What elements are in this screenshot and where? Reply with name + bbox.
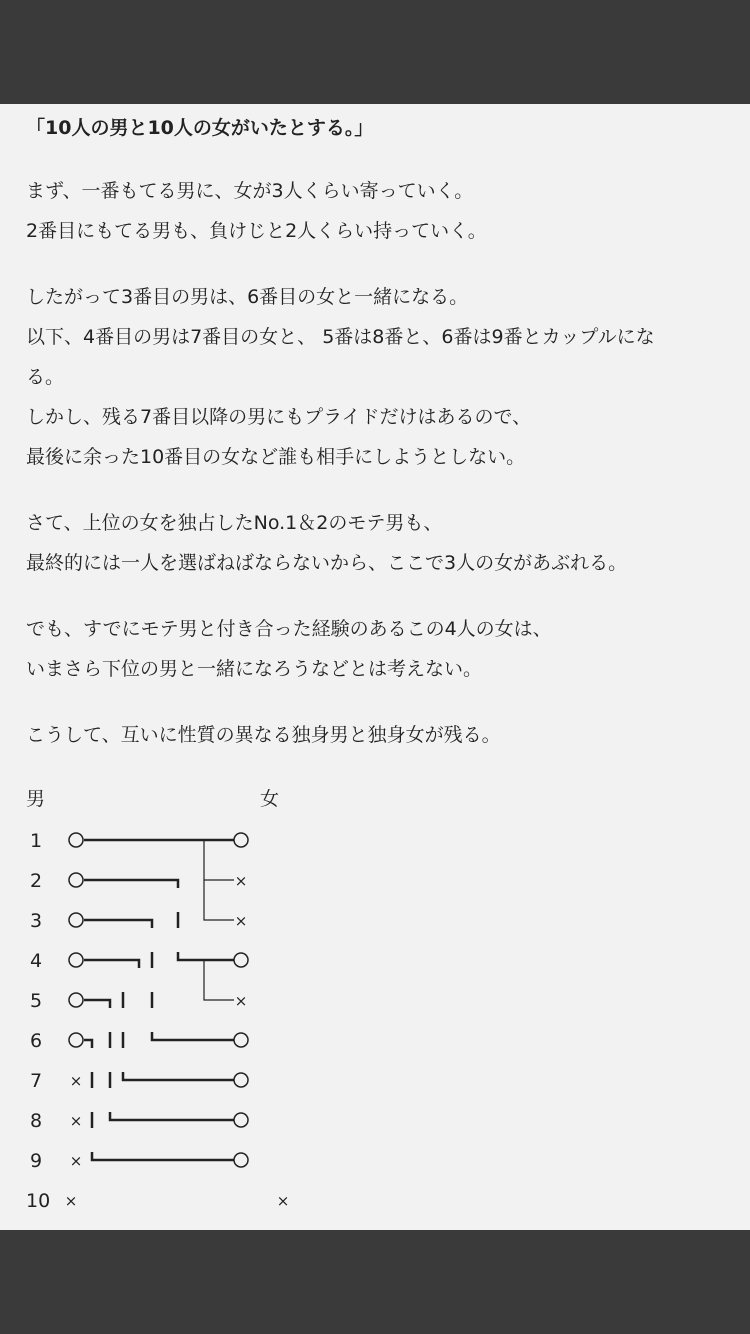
man-mark: × <box>69 1072 83 1090</box>
text-line: 以下、4番目の男は7番目の女と、 5番は8番と、6番は9番とカップルにな <box>26 326 655 348</box>
text-line: る。 <box>26 366 65 388</box>
row-label: 9 <box>30 1150 43 1172</box>
man-mark <box>69 833 83 847</box>
top-bar <box>0 0 750 104</box>
woman-mark: × <box>234 992 248 1010</box>
pair-line-5 <box>84 1000 110 1008</box>
row-label: 3 <box>30 910 43 932</box>
row-label: 2 <box>30 870 43 892</box>
text-line: まず、一番もてる男に、女が3人くらい寄っていく。 <box>26 180 474 202</box>
paragraph-5 <box>26 715 724 755</box>
text-line: いまさら下位の男と一緒になろうなどとは考えない。 <box>26 658 483 680</box>
woman-mark <box>234 833 248 847</box>
text-line: 2番目にもてる男も、負けじと2人くらい持っていく。 <box>26 220 487 242</box>
woman-mark <box>234 1073 248 1087</box>
text-line: 最後に余った10番目の女など誰も相手にしようとしない。 <box>26 446 526 468</box>
pairing-diagram <box>26 780 326 1220</box>
pair-line-3 <box>84 920 152 928</box>
man-mark <box>69 993 83 1007</box>
text-line: したがって3番目の男は、6番目の女と一緒になる。 <box>26 286 469 308</box>
man-mark <box>69 873 83 887</box>
row-label: 1 <box>30 830 43 852</box>
article-body <box>0 104 750 1230</box>
man-mark <box>69 953 83 967</box>
man-mark: × <box>69 1112 83 1130</box>
woman-mark <box>234 1153 248 1167</box>
row-label: 5 <box>30 990 43 1012</box>
pairing-lines <box>26 780 326 1220</box>
row-label: 6 <box>30 1030 43 1052</box>
bottom-bar <box>0 1230 750 1334</box>
pair-line-4 <box>84 960 139 968</box>
paragraph-3 <box>26 503 724 583</box>
pair-line-9-join <box>92 1152 234 1160</box>
pair-line-2 <box>84 880 178 888</box>
women-header: 女 <box>260 788 280 810</box>
woman-mark <box>234 953 248 967</box>
woman-mark: × <box>276 1192 290 1210</box>
pair-line-6-join <box>152 1032 234 1040</box>
row-label: 10 <box>26 1190 51 1212</box>
man-mark: × <box>64 1192 78 1210</box>
text-line: でも、すでにモテ男と付き合った経験のあるこの4人の女は、 <box>26 618 552 640</box>
woman-mark: × <box>234 872 248 890</box>
row-label: 8 <box>30 1110 43 1132</box>
pair-line-4-branch <box>204 960 234 1000</box>
text-line: しかし、残る7番目以降の男にもプライドだけはあるので、 <box>26 406 532 428</box>
man-mark: × <box>69 1152 83 1170</box>
pair-line-8-join <box>110 1112 234 1120</box>
paragraph-4 <box>26 609 724 689</box>
paragraph-2 <box>26 277 724 477</box>
article-title: 「10人の男と10人の女がいたとする。」 <box>26 117 374 139</box>
paragraph-1 <box>26 171 724 251</box>
pair-line-6 <box>84 1040 92 1048</box>
man-mark <box>69 913 83 927</box>
woman-mark <box>234 1033 248 1047</box>
woman-mark <box>234 1113 248 1127</box>
pair-line-7-join <box>123 1072 234 1080</box>
pair-line-4-join <box>178 952 234 960</box>
row-label: 4 <box>30 950 43 972</box>
man-mark <box>69 1033 83 1047</box>
text-line: 最終的には一人を選ばねばならないから、ここで3人の女があぶれる。 <box>26 552 628 574</box>
text-line: さて、上位の女を独占したNo.1＆2のモテ男も、 <box>26 512 443 534</box>
men-header: 男 <box>26 788 46 810</box>
pair-line-1-branch <box>204 840 234 880</box>
pair-line-2-branch <box>204 880 234 920</box>
woman-mark: × <box>234 912 248 930</box>
row-label: 7 <box>30 1070 43 1092</box>
text-line: こうして、互いに性質の異なる独身男と独身女が残る。 <box>26 724 501 746</box>
